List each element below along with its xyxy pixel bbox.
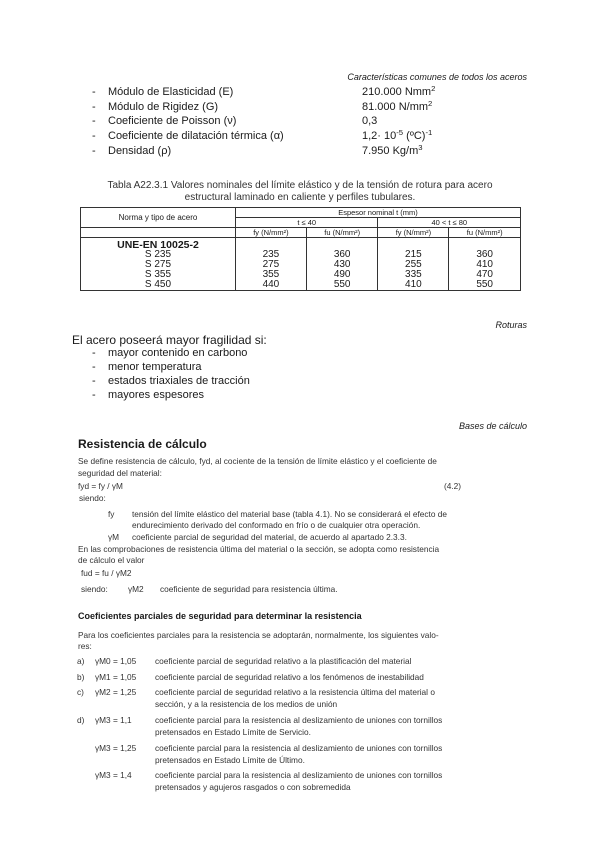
symbol: γM (108, 532, 120, 542)
list-dash: - (92, 101, 96, 113)
paragraph: Se define resistencia de cálculo, fyd, al cociente de la tensión de límite elástico y el coeficiente de (78, 456, 437, 466)
header-espesor: Espesor nominal t (mm) (236, 208, 521, 218)
table-cell: 490 (306, 270, 378, 280)
property-value (362, 115, 377, 128)
table-caption (0, 180, 600, 204)
value-sup: 2 (428, 99, 433, 108)
paragraph: siendo: (81, 584, 108, 594)
formula: fud = fu / γM2 (81, 568, 132, 578)
roturas-heading: Roturas (495, 320, 527, 330)
list-item: estados triaxiales de tracción (108, 375, 250, 387)
value-text: (ºC) (403, 130, 426, 142)
roturas-intro: El acero poseerá mayor fragilidad si: (72, 333, 267, 347)
steel-values-table (80, 207, 521, 291)
table-body (81, 250, 521, 291)
coef-value: γM3 = 1,4 (95, 770, 132, 780)
item-label: a) (77, 656, 85, 666)
value-text: 1,2· 10 (362, 130, 397, 142)
coef-description: coeficiente parcial para la resistencia al deslizamiento de uniones con tornillos (155, 743, 443, 753)
value-text: 0,3 (362, 115, 378, 127)
property-value (362, 86, 435, 99)
formula: fyd = fy / γM (78, 481, 123, 491)
coef-value: γM3 = 1,1 (95, 715, 132, 725)
item-label: b) (77, 672, 85, 682)
symbol: fy (108, 509, 115, 519)
bases-heading: Bases de cálculo (458, 421, 527, 431)
property-value (362, 101, 432, 114)
header-blank (81, 228, 236, 238)
paragraph: Para los coeficientes parciales para la resistencia se adoptarán, normalmente, los siguientes valo- (78, 630, 439, 640)
item-label: c) (77, 687, 84, 697)
table-cell: 440 (236, 280, 307, 291)
coef-value: γM1 = 1,05 (95, 672, 137, 682)
table-cell: 275 (236, 260, 307, 270)
table-cell: 430 (306, 260, 378, 270)
subheader: fu (N/mm²) (449, 228, 521, 238)
item-label: d) (77, 715, 85, 725)
value-text: 81.000 N/mm (362, 101, 429, 113)
coef-description: coeficiente parcial de seguridad relativo a la resistencia última del material o (155, 687, 435, 697)
property-value (362, 130, 432, 143)
paragraph: coeficiente de seguridad para resistencia última. (160, 584, 338, 594)
table-cell: 410 (378, 280, 449, 291)
coef-value: γM3 = 1,25 (95, 743, 137, 753)
table-cell: 235 (236, 250, 307, 260)
value-sup: -1 (425, 128, 433, 137)
list-dash: - (92, 389, 96, 401)
steel-grade: S 275 (81, 260, 236, 270)
paragraph: seguridad del material: (78, 468, 162, 478)
steel-grade: S 450 (81, 280, 236, 291)
property-value (362, 145, 423, 158)
group-label: UNE-EN 10025-2 (81, 238, 236, 251)
table-cell: 355 (236, 270, 307, 280)
coef-description: coeficiente parcial para la resistencia al deslizamiento de uniones con tornillos (155, 770, 443, 780)
section-title: Resistencia de cálculo (78, 437, 207, 451)
value-sup: 2 (431, 84, 436, 93)
table-cell: 215 (378, 250, 449, 260)
list-dash: - (92, 347, 96, 359)
paragraph: coeficiente parcial de seguridad del material, de acuerdo al apartado 2.3.3. (132, 532, 407, 542)
coef-title: Coeficientes parciales de seguridad para determinar la resistencia (78, 611, 362, 621)
equation-number: (4.2) (444, 481, 462, 491)
symbol: γM2 (128, 584, 144, 594)
coef-description: pretensados en Estado Límite de Último. (155, 755, 305, 765)
value-text: 7.950 Kg/m (362, 145, 419, 157)
list-dash: - (92, 375, 96, 387)
header-norma: Norma y tipo de acero (81, 208, 236, 228)
properties-heading: Características comunes de todos los aceros (347, 72, 527, 82)
table-cell: 470 (449, 270, 521, 280)
list-dash: - (92, 361, 96, 373)
caption-line: estructural laminado en caliente y perfiles tubulares. (184, 192, 416, 203)
list-dash: - (92, 115, 96, 127)
coef-description: coeficiente parcial de seguridad relativo a la plastificación del material (155, 656, 412, 666)
list-item: mayor contenido en carbono (108, 347, 248, 359)
property-label: Módulo de Rigidez (G) (108, 101, 219, 113)
table-cell: 335 (378, 270, 449, 280)
value-sup: 3 (418, 143, 423, 152)
paragraph: tensión del límite elástico del material base (tabla 4.1). No se considerará el efecto de (132, 509, 447, 519)
list-item: mayores espesores (108, 389, 204, 401)
table-cell: 360 (306, 250, 378, 260)
paragraph: endurecimiento derivado del conformado en frío o de cualquier otra operación. (132, 520, 421, 530)
header-range2: 40 < t ≤ 80 (378, 218, 521, 228)
subheader: fy (N/mm²) (378, 228, 449, 238)
table-cell: 550 (306, 280, 378, 291)
property-label: Coeficiente de dilatación térmica (α) (108, 130, 284, 142)
list-item: menor temperatura (108, 361, 202, 373)
value-text: 210.000 Nmm (362, 86, 432, 98)
coef-description: pretensados y agujeros rasgados o con sobremedida (155, 782, 351, 792)
paragraph: siendo: (79, 493, 106, 503)
header-range1: t ≤ 40 (236, 218, 378, 228)
subheader: fu (N/mm²) (306, 228, 378, 238)
table-row (81, 280, 521, 291)
paragraph: de cálculo el valor (78, 555, 145, 565)
property-label: Densidad (ρ) (108, 145, 172, 157)
table-cell: 410 (449, 260, 521, 270)
coef-description: coeficiente parcial para la resistencia al deslizamiento de uniones con tornillos (155, 715, 443, 725)
caption-line: Tabla A22.3.1 Valores nominales del límite elástico y de la tensión de rotura para acero (107, 180, 493, 191)
property-label: Coeficiente de Poisson (ν) (108, 115, 237, 127)
list-dash: - (92, 130, 96, 142)
coef-description: coeficiente parcial de seguridad relativo a los fenómenos de inestabilidad (155, 672, 424, 682)
list-dash: - (92, 145, 96, 157)
steel-grade: S 235 (81, 250, 236, 260)
coef-value: γM2 = 1,25 (95, 687, 137, 697)
value-sup: -5 (396, 128, 404, 137)
subheader: fy (N/mm²) (236, 228, 307, 238)
coef-description: sección, y a la resistencia de los medios de unión (155, 699, 338, 709)
table-cell: 550 (449, 280, 521, 291)
coef-value: γM0 = 1,05 (95, 656, 137, 666)
table-cell: 360 (449, 250, 521, 260)
paragraph: res: (78, 641, 92, 651)
coef-description: pretensados en Estado Límite de Servicio. (155, 727, 311, 737)
list-dash: - (92, 86, 96, 98)
table-cell: 255 (378, 260, 449, 270)
paragraph: En las comprobaciones de resistencia última del material o la sección, se adopta como resistencia (78, 544, 440, 554)
steel-grade: S 355 (81, 270, 236, 280)
property-label: Módulo de Elasticidad (E) (108, 86, 234, 98)
